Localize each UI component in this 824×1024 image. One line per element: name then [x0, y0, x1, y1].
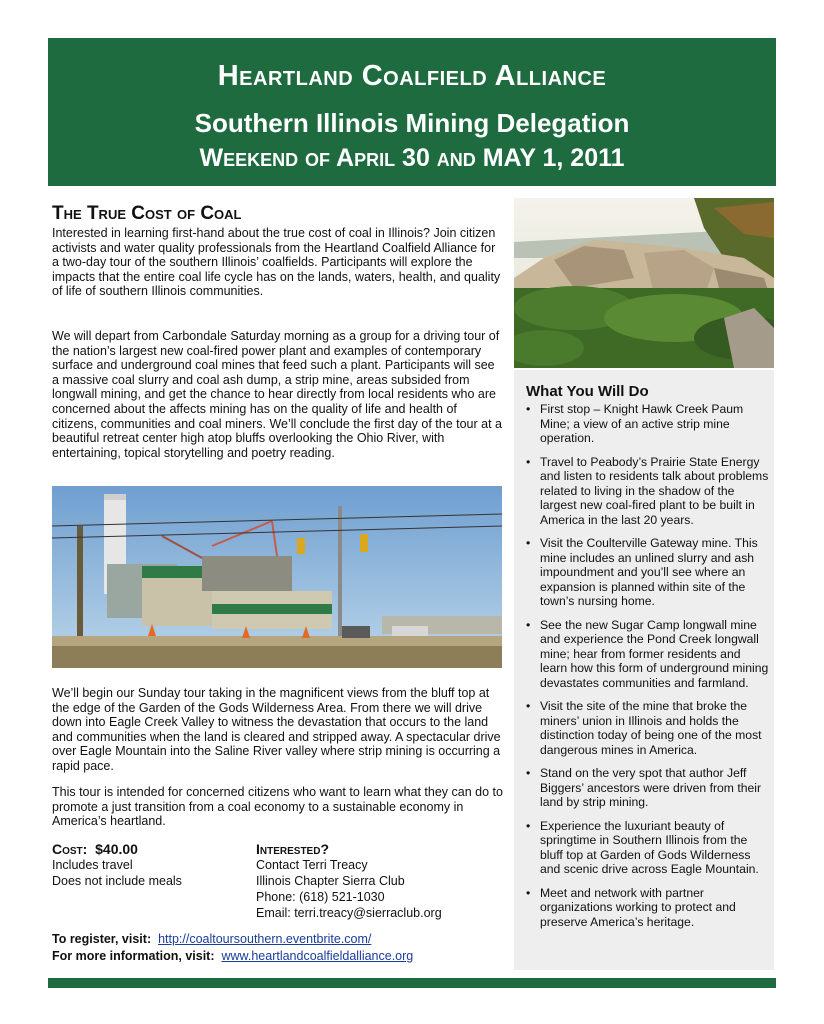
- sidebar-heading: What You Will Do: [526, 383, 649, 400]
- cost-heading: [52, 842, 138, 858]
- register-line: [52, 932, 371, 948]
- list-item: • Stand on the very spot that author Jeff Biggers’ ancestors were driven from their land by strip mining.: [526, 766, 762, 809]
- cost-label: Cost:: [52, 841, 88, 857]
- event-date: Weekend of April 30 and MAY 1, 2011: [199, 144, 625, 172]
- contact-heading: Interested?: [256, 841, 330, 857]
- landscape-photo: [514, 198, 774, 368]
- contact-org: Illinois Chapter Sierra Club: [256, 874, 405, 888]
- contact-name: Contact Terri Treacy: [256, 858, 368, 872]
- event-subtitle: Southern Illinois Mining Delegation: [194, 108, 630, 138]
- list-item: • Visit the site of the mine that broke the miners’ union in Illinois and holds the distinction today of being one of the most dangerous mines in America.: [526, 699, 762, 757]
- register-label: To register, visit:: [52, 932, 152, 946]
- list-item: • Visit the Coulterville Gateway mine. This mine includes an unlined slurry and ash impoundment and you’ll see where an expansion is planned within site of the town’s nursing home.: [526, 536, 758, 608]
- audience-paragraph: This tour is intended for concerned citizens who want to learn what they can do to promote a just transition from a coal economy to a sustainable economy in America’s heartland.: [52, 785, 503, 829]
- list-item: • Travel to Peabody’s Prairie State Energy and listen to residents talk about problems related to living in the shadow of the largest new coal-fired plant to be built in America in the last 20 years.: [526, 454, 769, 527]
- power-plant-photo: [52, 486, 502, 668]
- saturday-paragraph: We will depart from Carbondale Saturday morning as a group for a driving tour of the nation’s largest new coal-fired power plant and examples of contemporary surface and underground coal mines that feed such a plant. Participants will see a massive coal slurry and coal ash dump, a strip mine, areas subsided from longwall mining, and get the chance to hear directly from local residents who are concerned about the affects mining has on the quality of life and health of citizens, communities and coal miners. We’ll conclude the first day of the tour at a beautiful retreat center high atop bluffs overlooking the Ohio River, with entertaining, topical storytelling and poetry reading.: [52, 329, 502, 460]
- info-line: [52, 949, 413, 965]
- list-item: • See the new Sugar Camp longwall mine and experience the Pond Creek longwall mine; hear from former residents and learn how this form of underground mining devastates communities and farmland.: [526, 617, 769, 690]
- cost-includes: Includes travel: [52, 858, 133, 872]
- org-title: Heartland Coalfield Alliance: [217, 60, 607, 92]
- contact-phone: Phone: (618) 521-1030: [256, 890, 385, 904]
- list-item: • Experience the luxuriant beauty of springtime in Southern Illinois from the bluff top at Garden of Gods Wilderness and scenic drive across Eagle Mountain.: [526, 818, 759, 876]
- sunday-paragraph: We’ll begin our Sunday tour taking in the magnificent views from the bluff top at the edge of the Garden of the Gods Wilderness Area. From there we will drive down into Eagle Creek Valley to witness the devastation that occurs to the land and communities when the land is cleared and stripped away. A spectacular drive over Eagle Mountain into the Saline River valley where strip mining is occurring a rapid pace.: [52, 686, 501, 773]
- activity-list: [520, 402, 770, 938]
- info-label: For more information, visit:: [52, 949, 215, 963]
- list-item: • First stop – Knight Hawk Creek Paum Mine; a view of an active strip mine operation.: [526, 402, 744, 445]
- contact-email: Email: terri.treacy@sierraclub.org: [256, 906, 442, 920]
- cost-amount: $40.00: [95, 841, 138, 857]
- header-banner: [48, 38, 776, 186]
- cost-excludes: Does not include meals: [52, 874, 182, 888]
- register-link[interactable]: http://coaltoursouthern.eventbrite.com/: [158, 932, 372, 946]
- info-link[interactable]: www.heartlandcoalfieldalliance.org: [221, 949, 414, 963]
- intro-paragraph: Interested in learning first-hand about the true cost of coal in Illinois? Join citizen activists and water quality professionals from the Heartland Coalfield Alliance for a two-day tour of the southern Illinois’ coalfields. Participants will explore the impacts that the entire coal life cycle has on the lands, waters, health, and quality of life of southern Illinois communities.: [52, 226, 501, 299]
- section-heading: The True Cost of Coal: [52, 203, 242, 224]
- footer-bar: [48, 978, 776, 988]
- list-item: • Meet and network with partner organizations working to protect and preserve America’s heritage.: [526, 885, 736, 929]
